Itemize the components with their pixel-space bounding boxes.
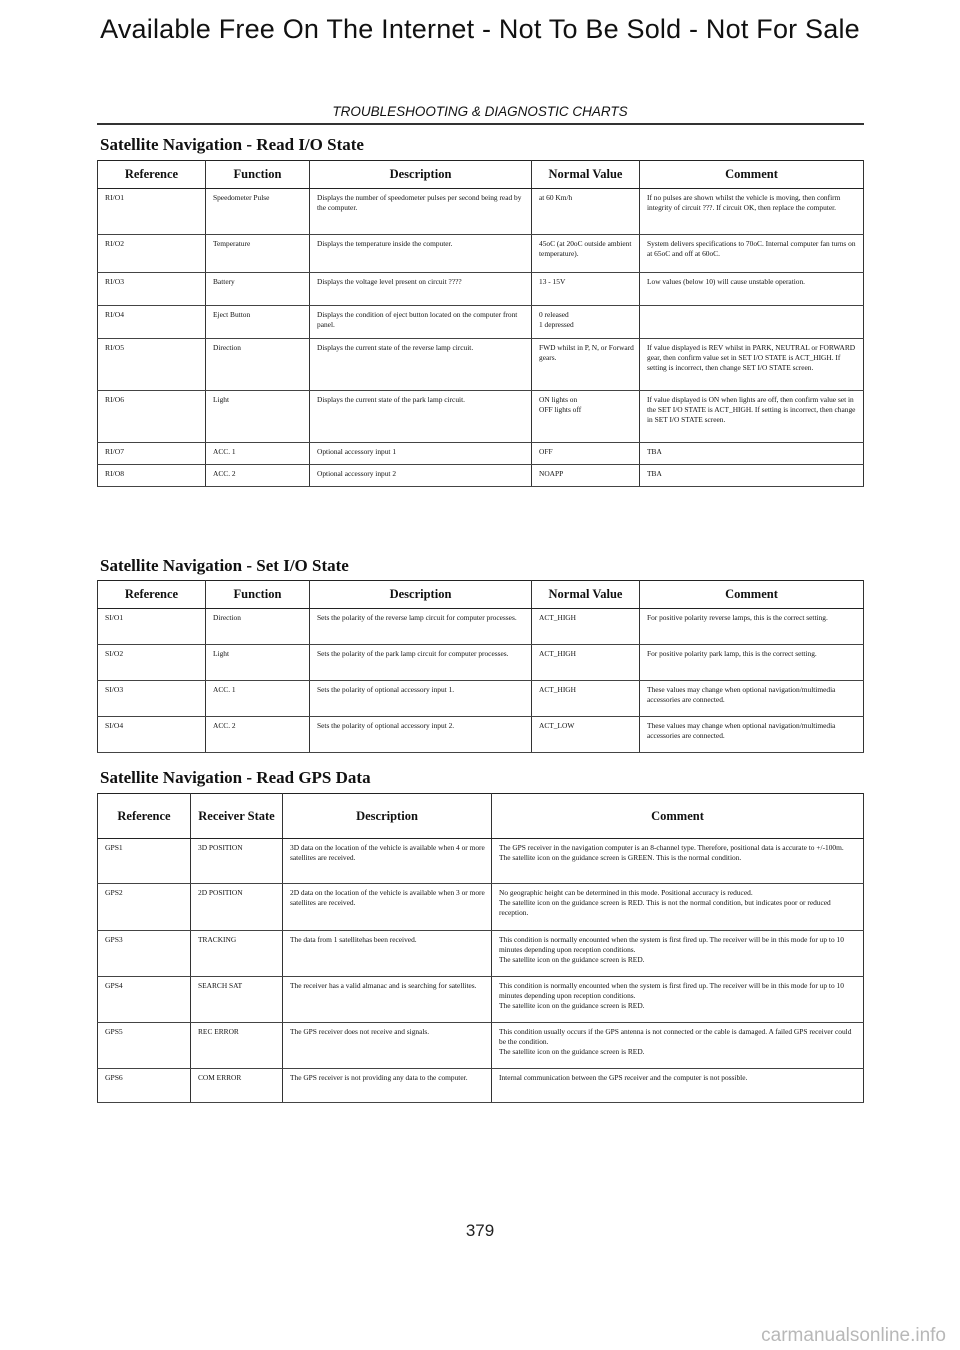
table-cell: 0 released 1 depressed [532, 306, 640, 339]
reference-cell: RI/O2 [98, 235, 206, 273]
header-rule [97, 123, 864, 125]
banner-notice: Available Free On The Internet - Not To Be Sold - Not For Sale [100, 14, 860, 44]
table-cell: ON lights on OFF lights off [532, 391, 640, 443]
table-cell: ACC. 2 [206, 465, 310, 487]
table-cell: This condition is normally encounted when the system is first fired up. The receiver will be in this mode for up to 10 minutes depending upon reception conditions. The satellite icon on the guidance screen is RED. [492, 977, 864, 1023]
section-title-read-gps: Satellite Navigation - Read GPS Data [100, 768, 371, 787]
table-cell: Direction [206, 609, 310, 645]
table-row [98, 839, 864, 884]
column-header: Description [310, 581, 532, 609]
table-cell: ACT_HIGH [532, 645, 640, 681]
table-cell: For positive polarity park lamp, this is the correct setting. [640, 645, 864, 681]
table-row [98, 339, 864, 391]
table-cell: The GPS receiver does not receive and signals. [283, 1023, 492, 1069]
table-row [98, 884, 864, 931]
table-row [98, 977, 864, 1023]
column-header: Reference [98, 794, 191, 839]
table-cell: These values may change when optional navigation/multimedia accessories are connected. [640, 717, 864, 753]
reference-cell: RI/O8 [98, 465, 206, 487]
table-header-row [98, 581, 864, 609]
column-header: Receiver State [191, 794, 283, 839]
table-cell: OFF [532, 443, 640, 465]
table-row [98, 465, 864, 487]
table-cell: Sets the polarity of optional accessory input 2. [310, 717, 532, 753]
reference-cell: SI/O4 [98, 717, 206, 753]
table-cell: 2D POSITION [191, 884, 283, 931]
table-cell: 3D POSITION [191, 839, 283, 884]
table-cell: Direction [206, 339, 310, 391]
reference-cell: RI/O7 [98, 443, 206, 465]
table-cell: The data from 1 satellitehas been received. [283, 931, 492, 977]
table-cell: ACT_HIGH [532, 609, 640, 645]
site-watermark: carmanualsonline.info [761, 1325, 946, 1346]
reference-cell: GPS6 [98, 1069, 191, 1103]
table-cell: Low values (below 10) will cause unstable operation. [640, 273, 864, 306]
section-title-set-io: Satellite Navigation - Set I/O State [100, 556, 349, 575]
column-header: Function [206, 161, 310, 189]
table-row [98, 645, 864, 681]
reference-cell: SI/O3 [98, 681, 206, 717]
column-header: Reference [98, 581, 206, 609]
reference-cell: RI/O6 [98, 391, 206, 443]
table-cell: The receiver has a valid almanac and is searching for satellites. [283, 977, 492, 1023]
table-cell: SEARCH SAT [191, 977, 283, 1023]
table-cell: Sets the polarity of optional accessory input 1. [310, 681, 532, 717]
section-title-read-io: Satellite Navigation - Read I/O State [100, 135, 364, 154]
column-header: Function [206, 581, 310, 609]
table-header-row [98, 794, 864, 839]
table-cell: Displays the temperature inside the computer. [310, 235, 532, 273]
table-row [98, 717, 864, 753]
reference-cell: RI/O5 [98, 339, 206, 391]
reference-cell: RI/O3 [98, 273, 206, 306]
table-cell: If value displayed is REV whilst in PARK, NEUTRAL or FORWARD gear, then confirm value set in SET I/O STATE is ACT_HIGH. If setting is incorrect, then change SET I/O STATE screen. [640, 339, 864, 391]
reference-cell: GPS5 [98, 1023, 191, 1069]
reference-cell: SI/O1 [98, 609, 206, 645]
table-row [98, 681, 864, 717]
table-cell: ACC. 1 [206, 681, 310, 717]
table-cell: NOAPP [532, 465, 640, 487]
table-cell: Internal communication between the GPS receiver and the computer is not possible. [492, 1069, 864, 1103]
table-cell: Displays the current state of the park lamp circuit. [310, 391, 532, 443]
table-header-row [98, 161, 864, 189]
table-cell: at 60 Km/h [532, 189, 640, 235]
table-cell: Optional accessory input 1 [310, 443, 532, 465]
column-header: Comment [640, 161, 864, 189]
table-row [98, 189, 864, 235]
table-cell: Battery [206, 273, 310, 306]
reference-cell: SI/O2 [98, 645, 206, 681]
table-row [98, 1069, 864, 1103]
table-cell: If value displayed is ON when lights are off, then confirm value set in the SET I/O STATE is ACT_HIGH. If setting is incorrect, then change in SET I/O STATE screen. [640, 391, 864, 443]
table-cell: The GPS receiver is not providing any data to the computer. [283, 1069, 492, 1103]
table-cell: Light [206, 645, 310, 681]
table-cell: No geographic height can be determined in this mode. Positional accuracy is reduced. The satellite icon on the guidance screen is RED. This is not the normal condition, but indicates poor or reduced reception. [492, 884, 864, 931]
table-cell: 45oC (at 20oC outside ambient temperature). [532, 235, 640, 273]
table-cell: TRACKING [191, 931, 283, 977]
table-cell: Speedometer Pulse [206, 189, 310, 235]
table-cell: FWD whilst in P, N, or Forward gears. [532, 339, 640, 391]
table-cell: For positive polarity reverse lamps, this is the correct setting. [640, 609, 864, 645]
table-cell: 3D data on the location of the vehicle is available when 4 or more satellites are received. [283, 839, 492, 884]
column-header: Description [283, 794, 492, 839]
column-header: Normal Value [532, 581, 640, 609]
table-row [98, 391, 864, 443]
table-cell: TBA [640, 465, 864, 487]
reference-cell: RI/O1 [98, 189, 206, 235]
column-header: Comment [640, 581, 864, 609]
set-io-state-table [97, 580, 864, 753]
column-header: Description [310, 161, 532, 189]
page-number: 379 [465, 1221, 495, 1240]
table-cell: Displays the number of speedometer pulses per second being read by the computer. [310, 189, 532, 235]
table-cell: Displays the condition of eject button located on the computer front panel. [310, 306, 532, 339]
table-cell: System delivers specifications to 70oC. Internal computer fan turns on at 65oC and off at 60oC. [640, 235, 864, 273]
table-row [98, 273, 864, 306]
read-io-state-table [97, 160, 864, 487]
table-row [98, 235, 864, 273]
table-cell: 13 - 15V [532, 273, 640, 306]
page-subheading: TROUBLESHOOTING & DIAGNOSTIC CHARTS [332, 104, 628, 119]
table-cell: ACC. 1 [206, 443, 310, 465]
table-cell: REC ERROR [191, 1023, 283, 1069]
table-row [98, 609, 864, 645]
table-cell: 2D data on the location of the vehicle is available when 3 or more satellites are received. [283, 884, 492, 931]
column-header: Reference [98, 161, 206, 189]
table-cell: Displays the current state of the reverse lamp circuit. [310, 339, 532, 391]
column-header: Comment [492, 794, 864, 839]
table-cell: ACT_LOW [532, 717, 640, 753]
table-cell: These values may change when optional navigation/multimedia accessories are connected. [640, 681, 864, 717]
table-cell: This condition is normally encounted when the system is first fired up. The receiver will be in this mode for up to 10 minutes depending upon reception conditions. The satellite icon on the guidance screen is RED. [492, 931, 864, 977]
table-cell: ACC. 2 [206, 717, 310, 753]
table-row [98, 306, 864, 339]
reference-cell: GPS3 [98, 931, 191, 977]
table-cell: Eject Button [206, 306, 310, 339]
table-cell: Sets the polarity of the reverse lamp circuit for computer processes. [310, 609, 532, 645]
table-cell: Temperature [206, 235, 310, 273]
table-cell: The GPS receiver in the navigation computer is an 8-channel type. Therefore, positional data is accurate to +/-100m. The satellite icon on the guidance screen is GREEN. This is the normal condition. [492, 839, 864, 884]
table-cell: Optional accessory input 2 [310, 465, 532, 487]
table-cell: Light [206, 391, 310, 443]
table-row [98, 443, 864, 465]
table-cell: COM ERROR [191, 1069, 283, 1103]
table-cell: Displays the voltage level present on circuit ???? [310, 273, 532, 306]
table-cell: If no pulses are shown whilst the vehicle is moving, then confirm integrity of circuit ???. If circuit OK, then replace the computer. [640, 189, 864, 235]
table-row [98, 931, 864, 977]
reference-cell: GPS4 [98, 977, 191, 1023]
table-cell [640, 306, 864, 339]
table-cell: ACT_HIGH [532, 681, 640, 717]
reference-cell: GPS2 [98, 884, 191, 931]
table-row [98, 1023, 864, 1069]
reference-cell: RI/O4 [98, 306, 206, 339]
column-header: Normal Value [532, 161, 640, 189]
table-cell: This condition usually occurs if the GPS antenna is not connected or the cable is damaged. A failed GPS receiver could be the condition. The satellite icon on the guidance screen is RED. [492, 1023, 864, 1069]
table-cell: Sets the polarity of the park lamp circuit for computer processes. [310, 645, 532, 681]
read-gps-data-table [97, 793, 864, 1103]
table-cell: TBA [640, 443, 864, 465]
reference-cell: GPS1 [98, 839, 191, 884]
